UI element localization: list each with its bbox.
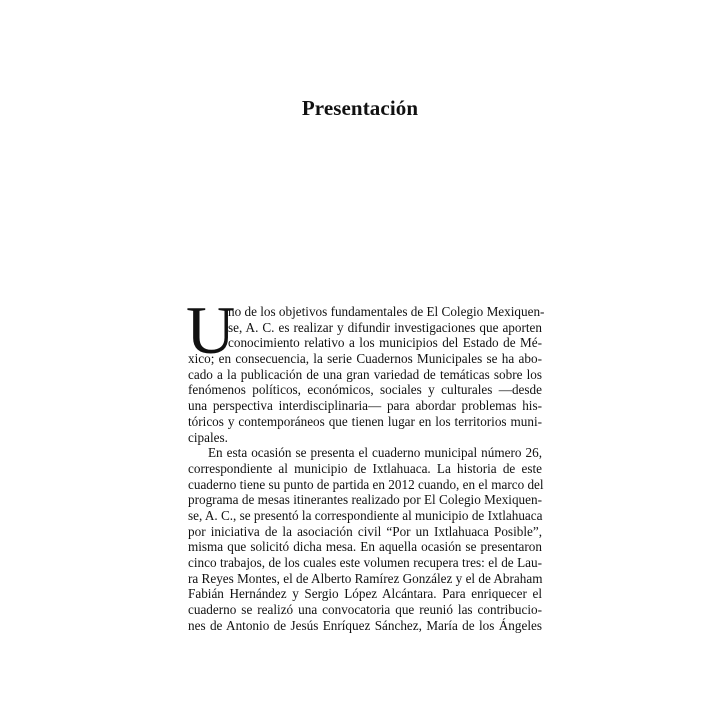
text-line: cado a la publicación de una gran variedad de temáticas sobre los — [188, 366, 542, 382]
text-line: misma que solicitó dicha mesa. En aquella ocasión se presentaron — [188, 539, 542, 555]
text-line: ra Reyes Montes, el de Alberto Ramírez González y el de Abraham — [188, 570, 543, 586]
text-line: xico; en consecuencia, la serie Cuadernos Municipales se ha abo- — [188, 351, 542, 367]
text-line: cinco trabajos, de los cuales este volumen recupera tres: el de Lau- — [188, 555, 542, 570]
text-line: se, A. C. es realizar y difundir investigaciones que aporten — [228, 319, 542, 335]
page-title: Presentación — [301, 96, 419, 120]
text-line: cuaderno se realizó una convocatoria que reunió las contribucio- — [188, 602, 542, 618]
text-line: En esta ocasión se presenta el cuaderno municipal número 26, — [208, 445, 542, 461]
text-line: una perspectiva interdisciplinaria— para abordar problemas his- — [188, 398, 542, 414]
text-line: se, A. C., se presentó la correspondiente al municipio de Ixtlahuaca — [188, 507, 543, 523]
drop-cap: U — [186, 292, 236, 368]
text-line: cipales. — [188, 429, 228, 445]
text-line: cuaderno tiene su punto de partida en 2012 cuando, en el marco del — [188, 476, 544, 492]
text-line: por iniciativa de la asociación civil “Por un Ixtlahuaca Posible”, — [188, 523, 542, 539]
text-line: fenómenos políticos, económicos, sociales y culturales —desde — [188, 382, 542, 398]
text-line: nes de Antonio de Jesús Enríquez Sánchez, María de los Ángeles — [188, 617, 542, 633]
text-line: Fabián Hernández y Sergio López Alcántara. Para enriquecer el — [188, 586, 542, 602]
text-line: correspondiente al municipio de Ixtlahuaca. La historia de este — [188, 460, 542, 476]
text-line: no de los objetivos fundamentales de El Colegio Mexiquen- — [228, 304, 545, 319]
text-line: tóricos y contemporáneos que tienen lugar en los territorios muni- — [188, 413, 542, 429]
text-line: conocimiento relativo a los municipios del Estado de Mé- — [228, 335, 542, 351]
text-line: programa de mesas itinerantes realizado por El Colegio Mexiquen- — [188, 492, 542, 508]
body-text — [188, 304, 545, 633]
